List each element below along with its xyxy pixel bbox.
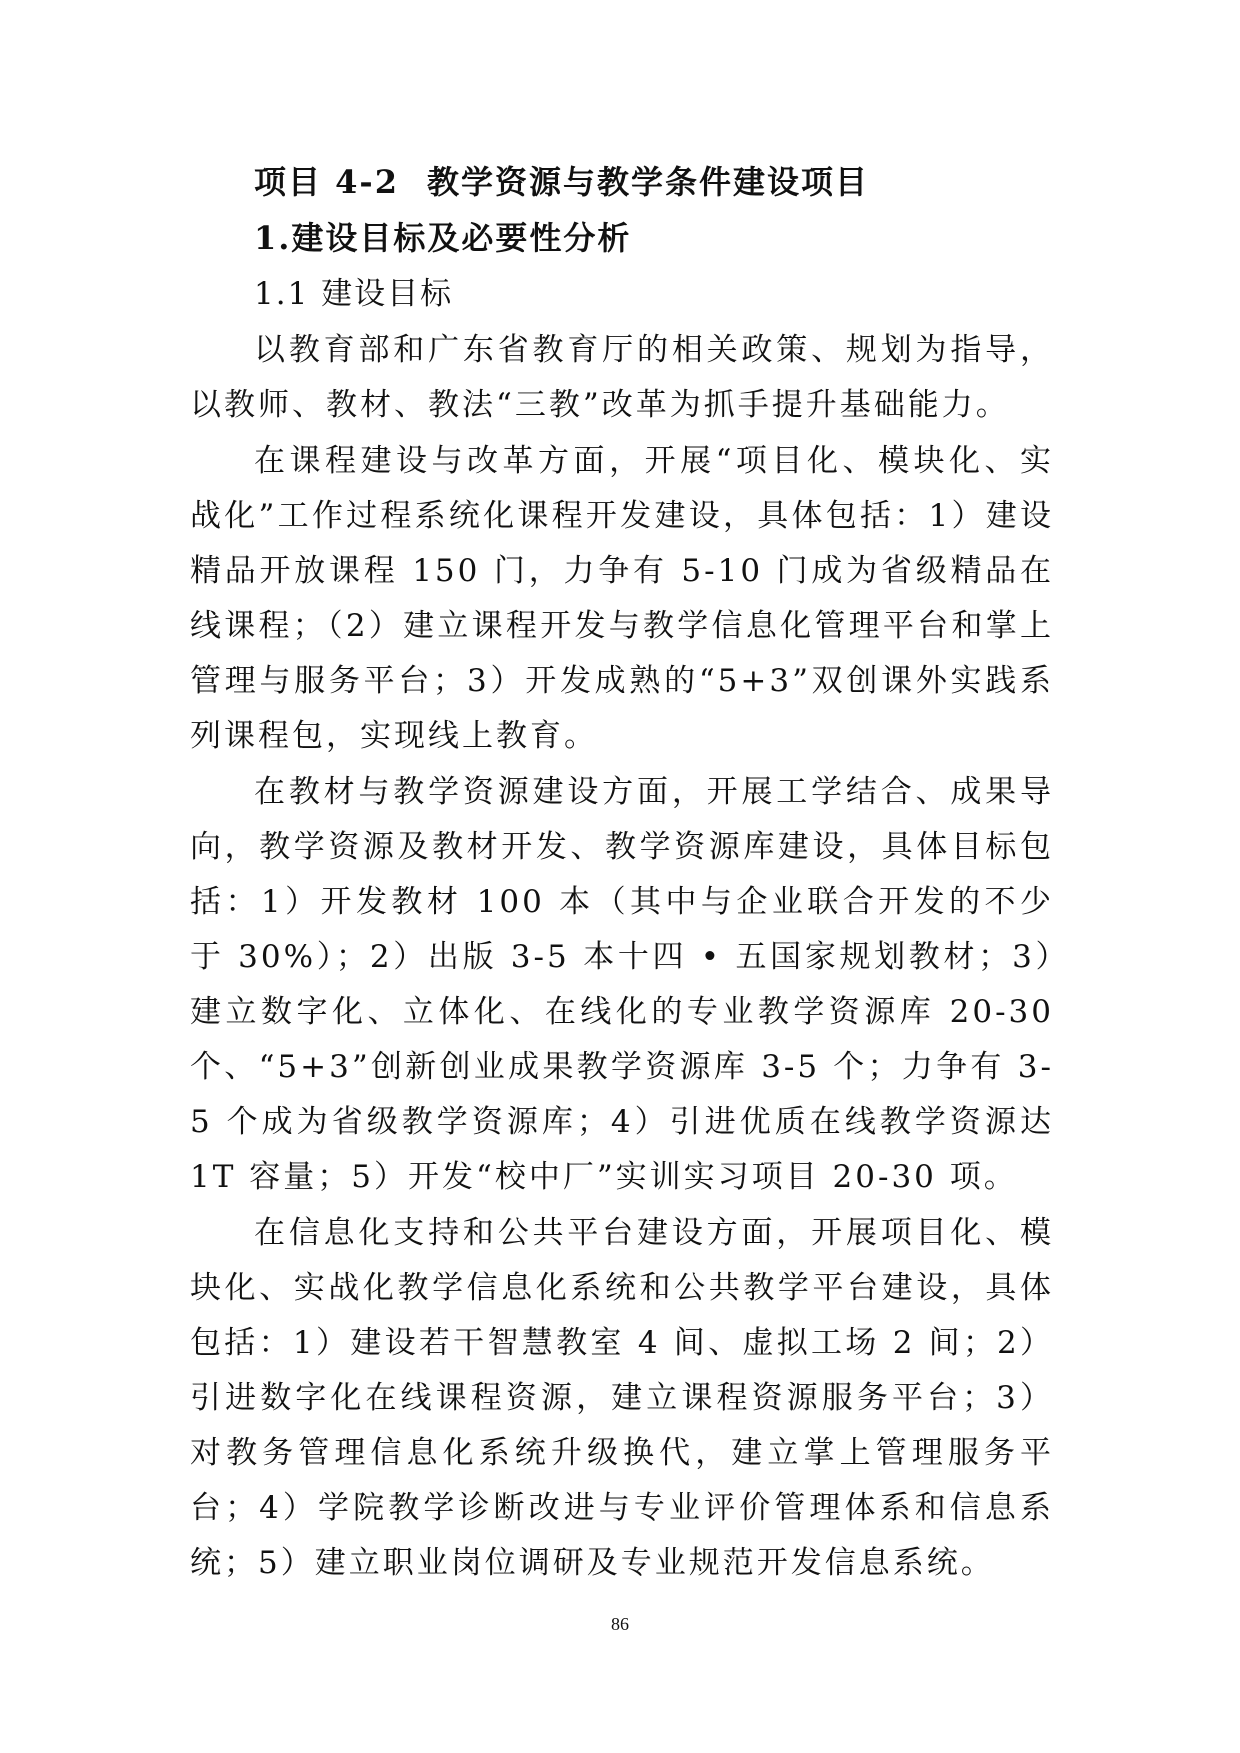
paragraph-curriculum: 在课程建设与改革方面，开展“项目化、模块化、实战化”工作过程系统化课程开发建设，具体包括：1）建设精品开放课程 150 门，力争有 5-10 门成为省级精品在线课程；（2）建立课程开发与教学信息化管理平台和掌上管理与服务平台；3）开发成熟的“5+3”双创课外实践系列课程包，实现线上教育。 xyxy=(190,443,1054,754)
paragraph-guidance: 以教育部和广东省教育厅的相关政策、规划为指导，以教师、教材、教法“三教”改革为抓手提升基础能力。 xyxy=(190,332,1054,423)
project-title: 教学资源与教学条件建设项目 xyxy=(426,163,869,201)
page-number: 86 xyxy=(611,1614,629,1634)
project-label: 项目 4-2 xyxy=(254,163,399,201)
paragraph-teaching-resources: 在教材与教学资源建设方面，开展工学结合、成果导向，教学资源及教材开发、教学资源库建设，具体目标包括：1）开发教材 100 本（其中与企业联合开发的不少于 30%）；2）出版 3-5 本十四 • 五国家规划教材；3）建立数字化、立体化、在线化的专业教学资源库 20-30 个、“5+3”创新创业成果教学资源库 3-5 个；力争有 3-5 个成为省级教学资源库；4）引进优质在线教学资源达 1T 容量；5）开发“校中厂”实训实习项目 20-30 项。 xyxy=(190,774,1054,1195)
section-title: 1.建设目标及必要性分析 xyxy=(254,219,632,257)
subsection-title: 1.1 建设目标 xyxy=(254,276,454,312)
paragraph-informatization: 在信息化支持和公共平台建设方面，开展项目化、模块化、实战化教学信息化系统和公共教学平台建设，具体包括：1）建设若干智慧教室 4 间、虚拟工场 2 间；2）引进数字化在线课程资源，建立课程资源服务平台；3）对教务管理信息化系统升级换代，建立掌上管理服务平台；4）学院教学诊断改进与专业评价管理体系和信息系统；5）建立职业岗位调研及专业规范开发信息系统。 xyxy=(190,1215,1054,1581)
document-body xyxy=(190,154,1054,1591)
project-heading xyxy=(190,154,1054,210)
